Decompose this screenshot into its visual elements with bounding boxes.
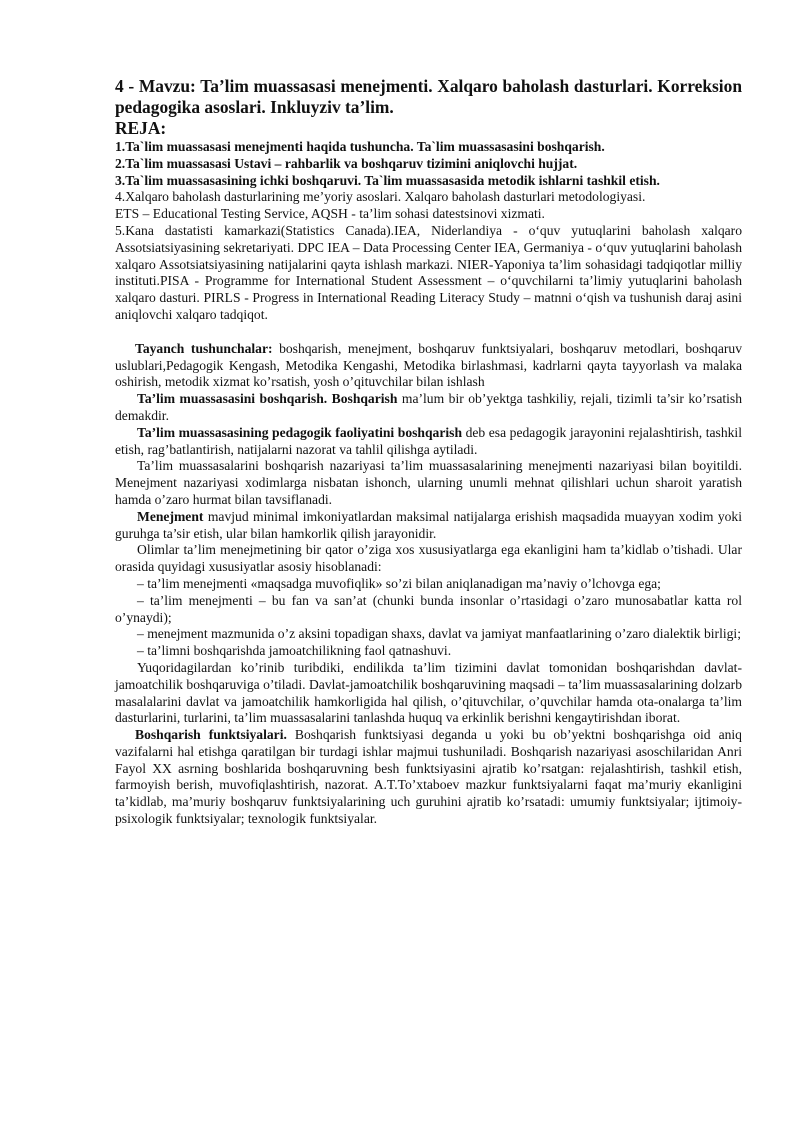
menejment-term: Menejment	[137, 508, 204, 524]
paragraph-menejment	[115, 509, 742, 543]
list-item-feature-2: – ta’lim menejmenti – bu fan va san’at (chunki bunda insonlar o’rtasidagi o’zaro munosabatlar katta rol o’ynaydi);	[115, 592, 742, 625]
plan-item-4: 4.Xalqaro baholash dasturlarining me’yoriy asoslari. Xalqaro baholash dasturlari metodologiyasi.	[115, 189, 646, 205]
paragraph-pedagogical-management	[115, 425, 742, 459]
list-item-feature-1: – ta’lim menejmenti «maqsadga muvofiqlik» so’zi bilan aniqlanadigan ma’naviy o’lchovga ega;	[137, 575, 661, 591]
plan-item-5: 5.Kana dastatisti kamarkazi(Statistics Canada).IEA, Niderlandiya - o‘quv yutuqlarini baholash xalqaro Assotsiatsiyasining sekretariyati. DPC IEA – Data Processing Center IEA, Germaniya - o‘quv yutuqlarini baholash xalqaro Assotsiatsiyasining natijalarini qayta ishlash markazi. NIER-Yaponiya ta’lim sohasidagi tadqiqotlar milliy instituti.PISA - Programme for International Student Assessment – o‘quvchilarni ta’limiy yutuqlarini baholash xalqaro dasturi. PIRLS - Progress in International Reading Literacy Study – matnni o‘qish va tushunish daraj asini aniqlovchi xalqaro tadqiqot.	[115, 222, 742, 322]
management-functions-text: Boshqarish funktsiyasi deganda u yoki bu ob’yektni boshqarishga oid aniq vazifalarni hal etishga qaratilgan bir turdagi ishlar majmui tushuniladi. Boshqarish nazariyasi asoschilaridan Anri Fayol XX asrning boshlarida boshqaruvning besh funktsiyasini ajratib ko’rsatgan: rejalashtirish, tashkil etish, farmoyish berish, muvofiqlashtirish, nazorat. A.T.To’xtaboev mazkur funktsiyalarni faqat ma’muriy ekanligini ta’kidlab, ma’muriy boshqaruv funktsiyalarining uch guruhini ajratib ko’rsatadi: umumiy funktsiyalar; ijtimoiy-psixologik funktsiyalar; texnologik funktsiyalar.	[115, 727, 742, 827]
paragraph-management-definition	[115, 391, 742, 425]
paragraph-management-functions	[115, 727, 742, 828]
plan-heading: REJA:	[115, 118, 167, 138]
management-functions-heading: Boshqarish funktsiyalari.	[135, 727, 287, 743]
plan-item-3: 3.Ta`lim muassasasining ichki boshqaruvi. Ta`lim muassasasida metodik ishlarni tashkil etish.	[115, 172, 660, 188]
plan-item-2: 2.Ta`lim muassasasi Ustavi – rahbarlik va boshqaruv tizimini aniqlovchi hujjat.	[115, 155, 578, 171]
paragraph-features-intro: Olimlar ta’lim menejmetining bir qator o’ziga xos xususiyatlarga ega ekanligini ham ta’kidlab o’tishadi. Ular orasida quyidagi xususiyatlar asosiy hisoblanadi:	[115, 542, 742, 575]
key-concepts-label: Tayanch tushunchalar:	[135, 340, 273, 356]
paragraph-state-public-management: Yuqoridagilardan ko’rinib turibdiki, endilikda ta’lim tizimini davlat tomonidan boshqarishdan davlat-jamoatchilik boshqaruviga o’tiladi. Davlat-jamoatchilik boshqaruvining maqsadi – ta’lim muassasalarining dolzarb masalalarini davlat va jamoatchilik hamkorligida hal qilish, o’qituvchilar, o’quvchilar hamda ota-onalarga ta’lim dasturlarini, turlarini, ta’lim muassasalarini tanlashda huquq va erkinlik berishni kengaytirishdan iborat.	[115, 659, 742, 726]
plan-item-1: 1.Ta`lim muassasasi menejmenti haqida tushuncha. Ta`lim muassasasini boshqarish.	[115, 139, 605, 154]
document-title: 4 - Mavzu: Ta’lim muassasasi menejmenti. Xalqaro baholash dasturlari. Korreksion pedagogika asoslari. Inkluyziv ta’lim.	[115, 76, 742, 117]
plan-item-4b: ETS – Educational Testing Service, AQSH - ta’lim sohasi datestsinovi xizmati.	[115, 206, 545, 222]
spacer	[115, 324, 742, 341]
list-item-feature-3: – menejment mazmunida o’z aksini topadigan shaxs, davlat va jamiyat manfaatlarining o’zaro dialektik birligi;	[137, 626, 741, 642]
paragraph-key-concepts	[115, 341, 742, 391]
management-heading: Ta’lim muassasasini boshqarish. Boshqarish	[137, 391, 398, 407]
pedagogical-management-text: deb esa pedagogik jarayonini rejalashtirish, tashkil etish, rag’batlantirish, natijalarni nazorat va tahlil qilishga aytiladi.	[115, 424, 742, 457]
management-definition-text: ma’lum bir ob’yektga tashkiliy, rejali, tizimli ta’sir ko’rsatish demakdir.	[115, 391, 743, 423]
document-page	[115, 76, 742, 828]
list-item-feature-4: – ta’limni boshqarishda jamoatchilikning faol qatnashuvi.	[137, 643, 452, 659]
pedagogical-management-term: Ta’lim muassasasining pedagogik faoliyatini boshqarish	[137, 424, 462, 440]
key-concepts-text: boshqarish, menejment, boshqaruv funktsiyalari, boshqaruv metodlari, boshqaruv uslublari,Pedagogik Kengash, Metodika Kengashi, Metodika birlashmasi, kadrlarni qayta tayyorlash va malaka oshirish, metodik xizmat ko’rsatish, yosh o’qituvchilar bilan ishlash	[115, 340, 742, 390]
menejment-text: mavjud minimal imkoniyatlardan maksimal natijalarga erishish maqsadida muayyan xodim yoki guruhga ta’sir etish, ular bilan hamkorlik qilish jarayonidir.	[115, 508, 742, 541]
paragraph-management-theory: Ta’lim muassasalarini boshqarish nazariyasi ta’lim muassasalarining menejmenti nazariyasi bilan boyitildi. Menejment nazariyasi xodimlarga nisbatan ishonch, ularning unumli mehnat qilishlari uchun sharoit yaratish hamda o’zaro hurmat bilan tavsiflanadi.	[115, 458, 742, 507]
